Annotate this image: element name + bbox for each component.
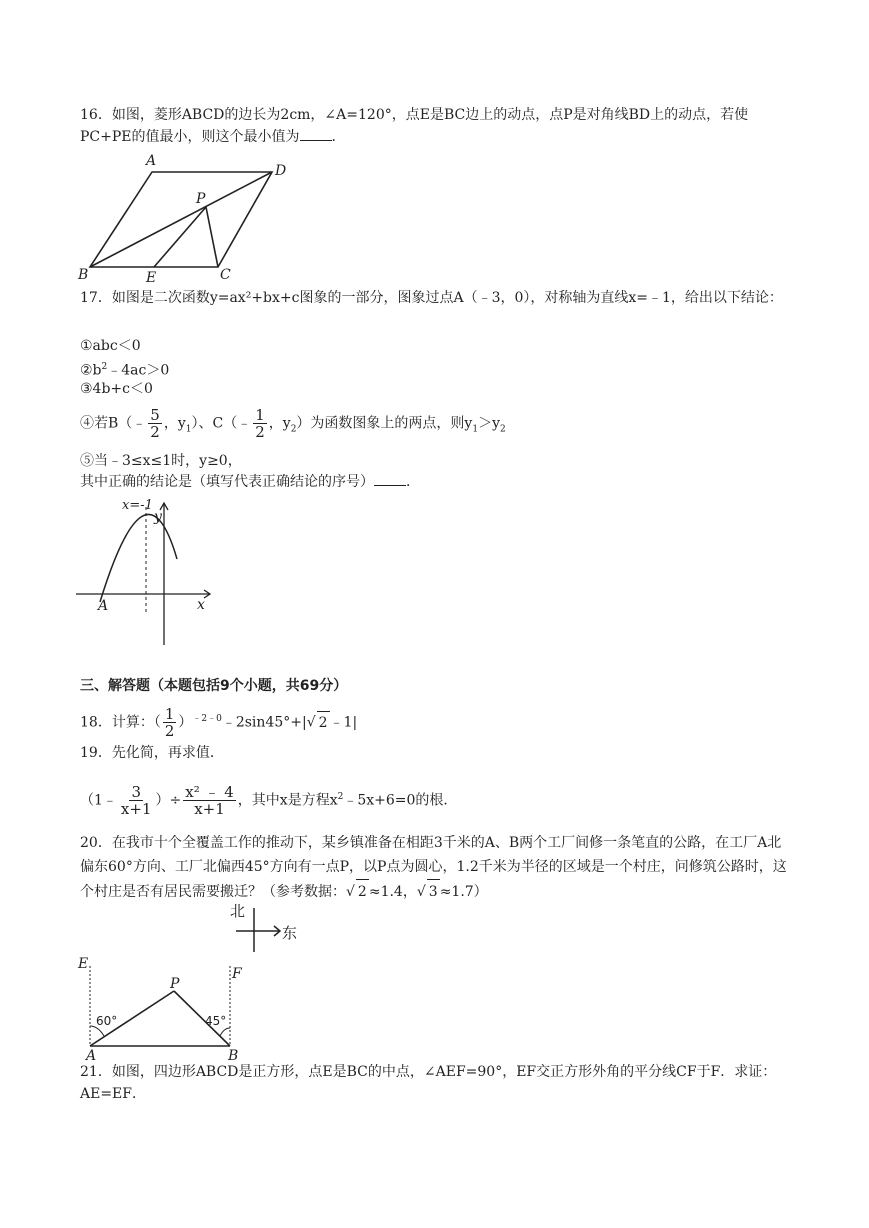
label-C: C — [220, 267, 231, 283]
question-18: 18．计算：（ $\frac{1}{2}$ ）$^{﹣2﹣0}$﹣2sin45°+|√ 2 ﹣1| — [80, 705, 358, 740]
label-E: E — [146, 270, 157, 286]
label-A: A — [86, 1048, 97, 1064]
option-1: ①abc＜0 — [80, 338, 141, 354]
point-A-label: A — [98, 598, 109, 614]
option-2: $②b^2﹣4ac>0$ — [80, 362, 170, 379]
label-A: A — [146, 153, 157, 169]
label-E: E — [78, 956, 89, 972]
y-axis-label: y — [154, 509, 162, 525]
option-4: ④若B（﹣ $\frac{5}{2}$ ，$y_1$）、C（﹣ $\frac{1}{2}$ ，$y_2$）为函数图象上的两点，则$y_1>y_2$ — [80, 406, 506, 441]
question-16-text: 16．如图，菱形ABCD的边长为2cm，∠A=120°，点E是BC边上的动点，点P是对角线BD上的动点，若使PC+PE的值最小，则这个最小值为 ． — [80, 107, 749, 145]
x-axis-label: x — [197, 597, 205, 613]
question-19-text: 19．先化简，再求值． — [80, 745, 224, 761]
angle-60-label: 60° — [96, 1014, 118, 1028]
factory-figure — [78, 956, 258, 1064]
compass-east-label: 东 — [282, 924, 298, 942]
question-21-text: 21．如图，四边形ABCD是正方形，点E是BC的中点，∠AEF=90°，EF交正方形外角的平分线CF于F．求证：AE=EF． — [80, 1064, 777, 1102]
option-5: ⑤当﹣3≤x≤1时，y≥0， — [80, 453, 242, 469]
rhombus-figure — [76, 155, 291, 285]
section-3-heading: 三、解答题（本题包括9个小题，共69分） — [80, 678, 348, 694]
angle-45-label: 45° — [205, 1014, 227, 1028]
compass-north-label: 北 — [230, 902, 246, 920]
answer-blank — [300, 126, 332, 141]
label-B: B — [78, 267, 89, 283]
question-19-expression: （1﹣ $\frac{3}{x+1}$ ）÷ $\frac{\text{x² ﹣ 4}}{x+1}$ ，其中x是方程$x^2﹣5x+6=0$的根． — [80, 783, 458, 818]
label-D: D — [275, 163, 287, 179]
option-3: ③4b+c＜0 — [80, 381, 153, 397]
label-F: F — [232, 966, 242, 982]
question-20-text: 20．在我市十个全覆盖工作的推动下，某乡镇准备在相距3千米的A、B两个工厂间修一条笔直的公路，在工厂A北偏东60°方向、工厂北偏西45°方向有一点P，以P点为圆心，1.2千米为半径的区域是一个村庄，问修筑公路时，这个村庄是否有居民需要搬迁？（参考数据：√ 2 ≈1.4，√ 3 ≈1.7） — [80, 831, 795, 904]
label-B: B — [228, 1048, 239, 1064]
question-17-text: 17．如图是二次函数y=ax²+bx+c图象的一部分，图象过点A（﹣3，0），对称轴为直线x=﹣1，给出以下结论： — [80, 290, 783, 306]
question-17-conclusion: 其中正确的结论是（填写代表正确结论的序号） ． — [80, 471, 420, 493]
label-P: P — [196, 191, 206, 207]
symmetry-axis-label: x=-1 — [122, 498, 153, 513]
label-P: P — [170, 976, 180, 992]
compass-figure — [228, 898, 308, 958]
parabola-graph — [76, 497, 226, 647]
answer-blank — [374, 471, 406, 486]
